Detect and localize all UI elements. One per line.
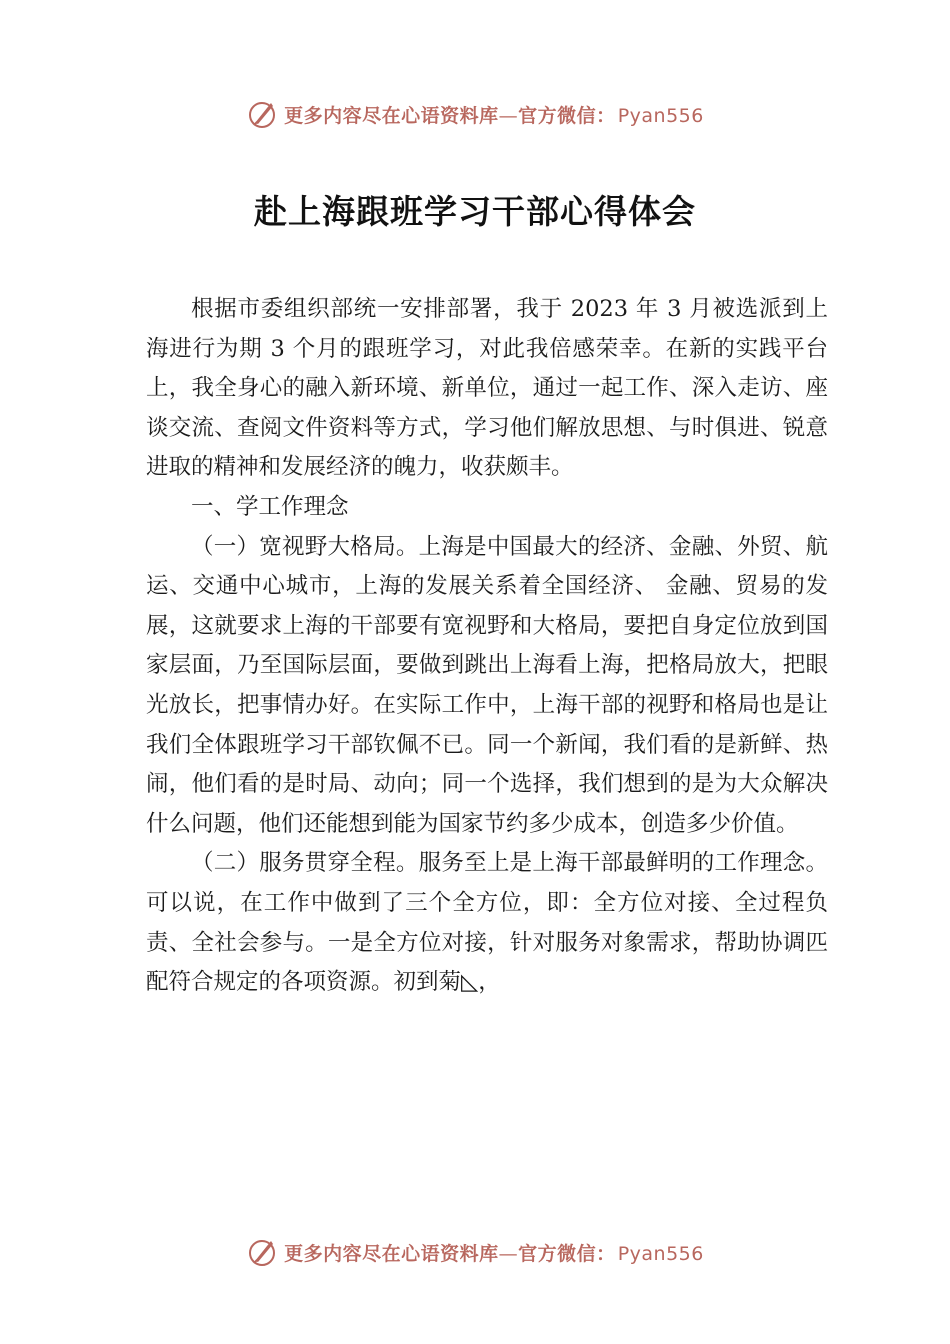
watermark-text: 更多内容尽在心语资料库—官方微信： Pyan556 [284,104,704,127]
watermark-text: 更多内容尽在心语资料库—官方微信： Pyan556 [284,1242,704,1265]
quill-logo-icon [246,1235,280,1269]
section-heading: 一、学工作理念 [191,493,349,520]
paragraph: 根据市委组织部统一安排部署，我于 2023 年 3 月被选派到上海进行为期 3 个月的跟班学习，对此我倍感荣幸。在新的实践平台上，我全身心的融入新环境、新单位，通过一起工作、深入走访、座谈交流、查阅文件资料等方式，学习他们解放思想、与时俱进、锐意进取的精神和发展经济的魄力，收获颇丰。 [146,296,828,481]
document-title: 赴上海跟班学习干部心得体会 [254,192,696,231]
quill-logo-icon [246,97,280,131]
paragraph: （二）服务贯穿全程。服务至上是上海干部最鲜明的工作理念。可以说，在工作中做到了三个全方位，即：全方位对接、全过程负责、全社会参与。一是全方位对接，针对服务对象需求，帮助协调匹配符合规定的各项资源。初到菊◺， [146,850,828,996]
document-body [146,290,828,1003]
paragraph: （一）宽视野大格局。上海是中国最大的经济、金融、外贸、航运、交通中心城市，上海的发展关系着全国经济、 金融、贸易的发展，这就要求上海的干部要有宽视野和大格局，要把自身定位放到国家层面，乃至国际层面，要做到跳出上海看上海，把格局放大，把眼光放长，把事情办好。在实际工作中，上海干部的视野和格局也是让我们全体跟班学习干部钦佩不已。同一个新闻，我们看的是新鲜、热闹，他们看的是时局、动向；同一个选择，我们想到的是为大众解决什么问题，他们还能想到能为国家节约多少成本，创造多少价值。 [146,533,828,837]
watermark-footer [0,1232,950,1272]
watermark-header [0,94,950,134]
